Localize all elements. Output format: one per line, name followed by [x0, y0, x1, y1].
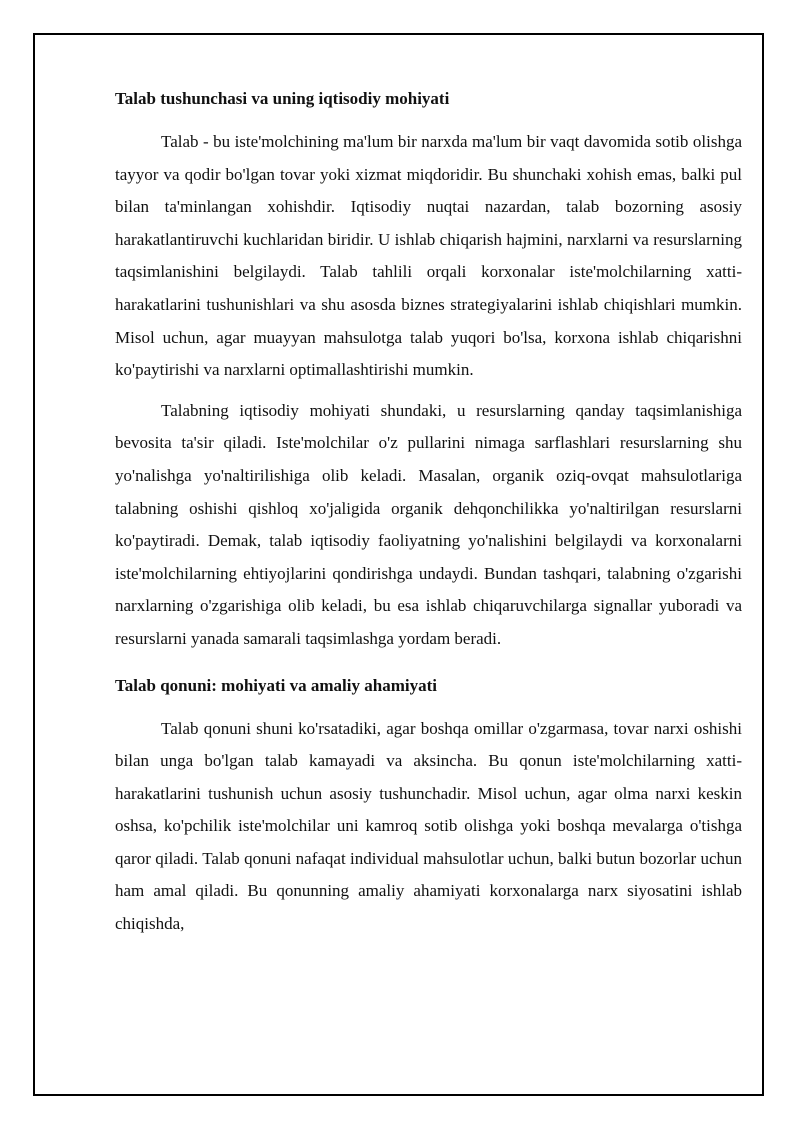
document-body — [115, 85, 742, 941]
section-heading-law-of-demand: Talab qonuni: mohiyati va amaliy ahamiyati — [115, 675, 437, 695]
paragraph-demand-definition: Talab - bu iste'molchining ma'lum bir narxda ma'lum bir vaqt davomida sotib olishga tayyor va qodir bo'lgan tovar yoki xizmat miqdoridir. Bu shunchaki xohish emas, balki pul bilan ta'minlangan xohishdir. Iqtisodiy nuqtai nazardan, talab bozorning asosiy harakatlantiruvchi kuchlaridan biridir. U ishlab chiqarish hajmini, narxlarni va resurslarning taqsimlanishini belgilaydi. Talab tahlili orqali korxonalar iste'molchilarning xatti-harakatlarini tushunishlari va shu asosda biznes strategiyalarini ishlab chiqishlari mumkin. Misol uchun, agar muayyan mahsulotga talab yuqori bo'lsa, korxona ishlab chiqarishni ko'paytirishi va narxlarni optimallashtirishi mumkin. — [115, 132, 742, 380]
paragraph-law-of-demand: Talab qonuni shuni ko'rsatadiki, agar boshqa omillar o'zgarmasa, tovar narxi oshishi bilan unga bo'lgan talab kamayadi va aksincha. Bu qonun iste'molchilarning xatti-harakatlarini tushunish uchun asosiy tushunchadir. Misol uchun, agar olma narxi keskin oshsa, ko'pchilik iste'molchilar uni kamroq sotib olishga yoki boshqa mevalarga o'tishga qaror qiladi. Talab qonuni nafaqat individual mahsulotlar uchun, balki butun bozorlar uchun ham amal qiladi. Bu qonunning amaliy ahamiyati korxonalarga narx siyosatini ishlab chiqishda, — [115, 718, 742, 934]
paragraph-demand-economic-essence: Talabning iqtisodiy mohiyati shundaki, u resurslarning qanday taqsimlanishiga bevosita ta'sir qiladi. Iste'molchilar o'z pullarini nimaga sarflashlari resurslarning shu yo'nalishga yo'naltirilishiga olib keladi. Masalan, organik oziq-ovqat mahsulotlariga talabning oshishi qishloq xo'jaligida organik dehqonchilikka yo'naltirilgan resurslarni ko'paytiradi. Demak, talab iqtisodiy faoliyatning yo'nalishini belgilaydi va korxonalarni iste'molchilarning ehtiyojlarini qondirishga undaydi. Bundan tashqari, talabning o'zgarishi narxlarning o'zgarishiga olib keladi, bu esa ishlab chiqaruvchilarga signallar yuboradi va resurslarni yanada samarali taqsimlashga yordam beradi. — [115, 400, 742, 648]
section-heading-demand-concept: Talab tushunchasi va uning iqtisodiy mohiyati — [115, 89, 450, 108]
